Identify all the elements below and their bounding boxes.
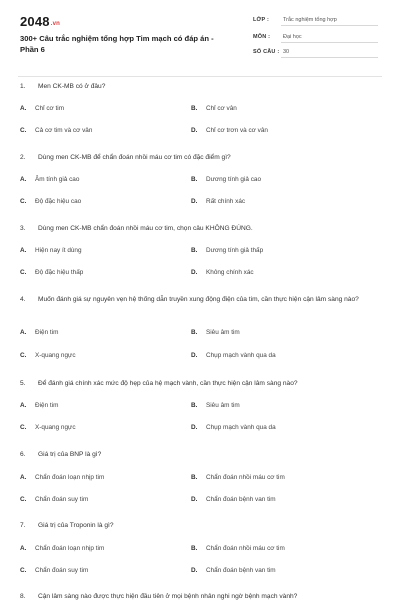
option-text: Chụp mạch vành qua da (206, 352, 276, 359)
option-letter: A. (20, 247, 27, 254)
page-title: 300+ Câu trắc nghiệm tổng hợp Tim mạch có đáp án - Phần 6 (20, 34, 214, 54)
meta-underline (281, 57, 378, 58)
meta-label: LỚP : (253, 17, 269, 23)
question-number: 1. (20, 83, 26, 90)
question-number: 6. (20, 451, 26, 458)
header-divider (18, 76, 382, 77)
option-letter: B. (191, 176, 198, 183)
option-text: Chẩn đoán nhồi máu cơ tim (206, 474, 285, 481)
question-number: 5. (20, 380, 26, 387)
question-stem: Giá trị của Troponin là gì? (38, 522, 114, 529)
meta-value: 30 (283, 49, 290, 55)
option-letter: D. (191, 269, 198, 276)
option-letter: D. (191, 198, 198, 205)
question-number: 8. (20, 593, 26, 600)
option-text: Độ đặc hiệu cao (35, 198, 82, 205)
option-letter: D. (191, 424, 198, 431)
question-number: 3. (20, 225, 26, 232)
option-letter: A. (20, 402, 27, 409)
option-text: Điện tim (35, 329, 59, 336)
logo-main: 2048 (20, 14, 50, 29)
option-letter: D. (191, 352, 198, 359)
meta-label: SỐ CÂU : (253, 49, 280, 55)
option-text: Chỉ cơ trơn và cơ vân (206, 127, 268, 134)
option-text: X-quang ngực (35, 424, 76, 431)
meta-label: MÔN : (253, 34, 271, 40)
option-letter: C. (20, 127, 27, 134)
option-text: Dương tính giả cao (206, 176, 262, 183)
option-text: Chẩn đoán suy tim (35, 496, 89, 503)
meta-question-count (253, 46, 378, 58)
option-letter: A. (20, 545, 27, 552)
meta-value: Trắc nghiệm tổng hợp (283, 17, 337, 23)
question-number: 2. (20, 154, 26, 161)
option-letter: B. (191, 402, 198, 409)
question-number: 4. (20, 296, 26, 303)
option-text: Chỉ cơ vân (206, 105, 237, 112)
option-text: Chỉ cơ tim (35, 105, 65, 112)
meta-value: Đại học (283, 34, 302, 40)
question-text (20, 223, 382, 234)
question-text (20, 591, 382, 602)
meta-underline (281, 42, 378, 43)
option-text: Siêu âm tim (206, 402, 240, 409)
question-text (20, 81, 382, 92)
option-letter: C. (20, 198, 27, 205)
option-letter: C. (20, 567, 27, 574)
document-header (0, 0, 400, 74)
option-text: Chẩn đoán nhồi máu cơ tim (206, 545, 285, 552)
option-text: Không chính xác (206, 269, 254, 276)
option-text: Chẩn đoán bệnh van tim (206, 567, 276, 574)
question-number: 7. (20, 522, 26, 529)
option-text: Siêu âm tim (206, 329, 240, 336)
option-letter: B. (191, 474, 198, 481)
option-letter: B. (191, 545, 198, 552)
option-text: Độ đặc hiệu thấp (35, 269, 84, 276)
question-stem: Men CK-MB có ở đâu? (38, 83, 106, 90)
option-letter: C. (20, 269, 27, 276)
option-letter: B. (191, 329, 198, 336)
option-letter: B. (191, 105, 198, 112)
question-text (20, 520, 382, 531)
meta-underline (281, 25, 378, 26)
option-letter: C. (20, 352, 27, 359)
option-letter: A. (20, 105, 27, 112)
question-stem: Giá trị của BNP là gì? (38, 451, 102, 458)
option-text: Âm tính giả cao (35, 176, 80, 183)
logo-suffix: .vn (50, 21, 61, 27)
option-text: X-quang ngực (35, 352, 76, 359)
meta-subject (253, 31, 378, 43)
option-letter: D. (191, 496, 198, 503)
option-letter: D. (191, 127, 198, 134)
question-stem: Muốn đánh giá sự nguyên vẹn hệ thống dẫn truyền xung động điện của tim, cần thực hiện cận lâm sàng nào? (38, 296, 359, 303)
question-text (20, 378, 382, 389)
site-logo[interactable] (20, 14, 60, 29)
option-text: Điện tim (35, 402, 59, 409)
option-text: Rất chính xác (206, 198, 246, 205)
question-stem: Dùng men CK-MB để chẩn đoán nhồi máu cơ tim có đặc điểm gì? (38, 154, 231, 161)
option-letter: B. (191, 247, 198, 254)
question-text (20, 449, 382, 460)
option-letter: A. (20, 474, 27, 481)
option-letter: D. (191, 567, 198, 574)
question-stem: Cận lâm sàng nào được thực hiện đầu tiên ở mọi bệnh nhân nghi ngờ bệnh mạch vành? (38, 593, 298, 600)
option-text: Chẩn đoán loạn nhịp tim (35, 474, 105, 481)
option-text: Chẩn đoán suy tim (35, 567, 89, 574)
option-text: Chẩn đoán loạn nhịp tim (35, 545, 105, 552)
option-text: Cả cơ tim và cơ vân (35, 127, 93, 134)
question-stem: Dùng men CK-MB chẩn đoán nhồi máu cơ tim, chọn câu KHÔNG ĐÚNG. (38, 225, 253, 232)
question-stem: Để đánh giá chính xác mức độ hẹp của hệ mạch vành, cần thực hiện cận lâm sàng nào? (38, 380, 298, 387)
question-text (20, 152, 382, 163)
option-letter: A. (20, 176, 27, 183)
question-text (20, 294, 382, 305)
option-text: Chẩn đoán bệnh van tim (206, 496, 276, 503)
option-letter: A. (20, 329, 27, 336)
option-text: Chụp mạch vành qua da (206, 424, 276, 431)
option-text: Hiện nay ít dùng (35, 247, 82, 254)
option-letter: C. (20, 424, 27, 431)
option-letter: C. (20, 496, 27, 503)
option-text: Dương tính giả thấp (206, 247, 264, 254)
meta-class (253, 14, 378, 26)
